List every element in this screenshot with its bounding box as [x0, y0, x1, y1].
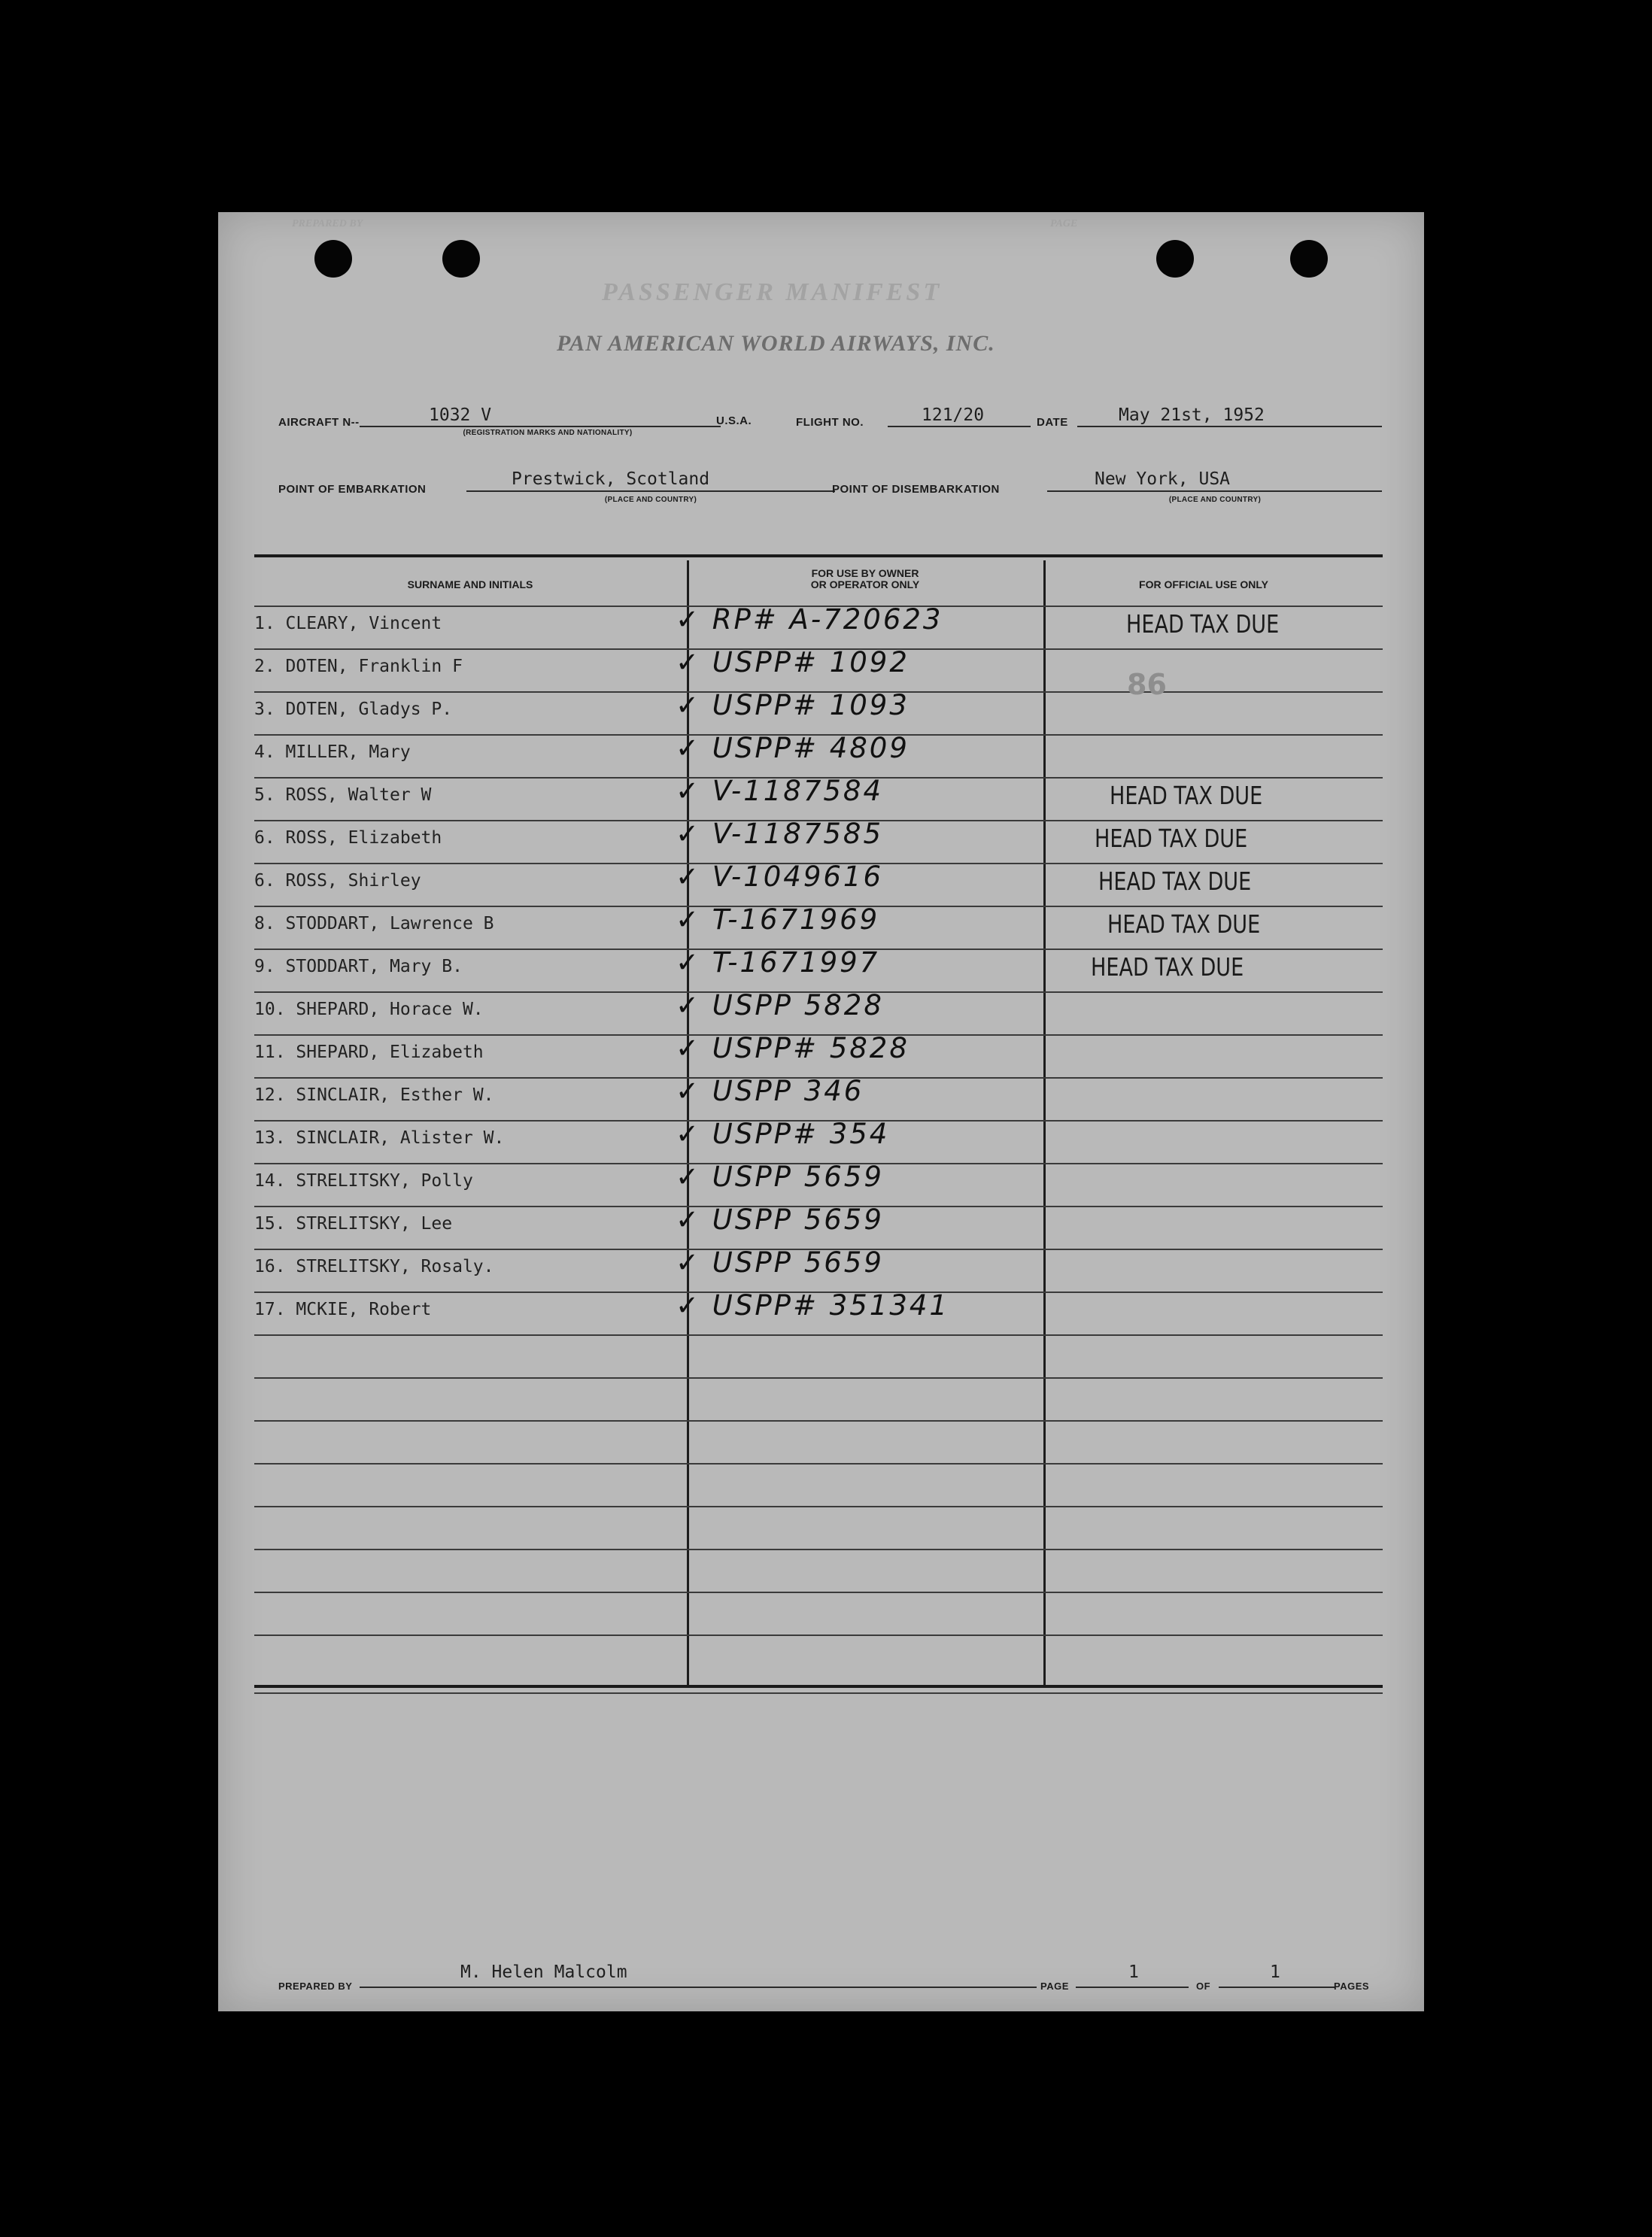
- footer-rule-top: [254, 1685, 1383, 1688]
- official-note: HEAD TAX DUE: [1110, 781, 1263, 810]
- aircraft-underline: [360, 426, 721, 427]
- embarkation-underline: [466, 490, 835, 492]
- column-divider-2: [1043, 560, 1046, 1685]
- table-ruled-line: [254, 1420, 1383, 1422]
- passenger-name: 11. SHEPARD, Elizabeth: [254, 1043, 484, 1062]
- passenger-name: 9. STODDART, Mary B.: [254, 957, 463, 976]
- surname-column-header: SURNAME AND INITIALS: [407, 578, 533, 590]
- disembarkation-underline: [1047, 490, 1382, 492]
- punch-hole: [314, 240, 352, 278]
- embarkation-label: POINT OF EMBARKATION: [278, 483, 427, 496]
- passport-number: ✓ T-1671997: [676, 946, 880, 979]
- passport-number: ✓ USPP# 5828: [676, 1032, 910, 1064]
- passenger-name: 2. DOTEN, Franklin F: [254, 657, 463, 676]
- table-ruled-line: [254, 1334, 1383, 1336]
- flight-no-underline: [888, 426, 1031, 427]
- table-top-rule: [254, 554, 1383, 557]
- passport-number: ✓ V-1187585: [676, 818, 883, 850]
- of-value: 1: [1270, 1962, 1280, 1982]
- passport-number: ✓ USPP# 4809: [676, 732, 910, 764]
- date-value: May 21st, 1952: [1119, 405, 1265, 425]
- passenger-name: 12. SINCLAIR, Esther W.: [254, 1085, 494, 1105]
- page-underline: [1076, 1987, 1189, 1988]
- page-value: 1: [1128, 1962, 1139, 1982]
- disembarkation-value: New York, USA: [1095, 469, 1231, 489]
- owner-column-header-line1: FOR USE BY OWNER: [811, 567, 919, 579]
- prepared-by-underline: [360, 1987, 1037, 1988]
- official-stamp-number: 86: [1127, 668, 1167, 701]
- aircraft-label: AIRCRAFT N--: [278, 416, 360, 429]
- punch-hole: [1290, 240, 1328, 278]
- passenger-name: 15. STRELITSKY, Lee: [254, 1214, 453, 1234]
- usa-label: U.S.A.: [716, 414, 752, 427]
- official-note: HEAD TAX DUE: [1091, 952, 1244, 982]
- passenger-name: 10. SHEPARD, Horace W.: [254, 1000, 484, 1019]
- disembarkation-label: POINT OF DISEMBARKATION: [832, 483, 1000, 496]
- passport-number: ✓ USPP# 1093: [676, 689, 910, 721]
- passenger-name: 16. STRELITSKY, Rosaly.: [254, 1257, 494, 1276]
- pages-label: PAGES: [1334, 1981, 1370, 1992]
- table-ruled-line: [254, 1592, 1383, 1593]
- airline-name: PAN AMERICAN WORLD AIRWAYS, INC.: [557, 331, 995, 356]
- punch-hole: [1156, 240, 1194, 278]
- passenger-name: 17. MCKIE, Robert: [254, 1300, 432, 1319]
- passport-number: ✓ USPP# 354: [676, 1118, 890, 1150]
- official-note: HEAD TAX DUE: [1107, 909, 1261, 939]
- prepared-by-value: M. Helen Malcolm: [460, 1962, 627, 1982]
- passenger-name: 6. ROSS, Shirley: [254, 871, 421, 891]
- aircraft-value: 1032 V: [429, 405, 492, 425]
- passenger-name: 5. ROSS, Walter W: [254, 785, 432, 805]
- table-ruled-line: [254, 1634, 1383, 1636]
- embarkation-sublabel: (PLACE AND COUNTRY): [604, 496, 697, 504]
- date-underline: [1077, 426, 1382, 427]
- passenger-name: 6. ROSS, Elizabeth: [254, 828, 442, 848]
- punch-hole: [442, 240, 480, 278]
- passport-number: ✓ USPP 5659: [676, 1203, 884, 1236]
- faint-page-label: PAGE: [1050, 218, 1078, 229]
- faint-prepared-label: PREPARED BY: [292, 218, 363, 229]
- passport-number: ✓ T-1671969: [676, 903, 880, 936]
- prepared-by-label: PREPARED BY: [278, 1981, 353, 1992]
- passenger-name: 3. DOTEN, Gladys P.: [254, 700, 453, 719]
- official-note: HEAD TAX DUE: [1126, 609, 1280, 639]
- page-label: PAGE: [1040, 1981, 1069, 1992]
- passport-number: ✓ V-1187584: [676, 775, 883, 807]
- embarkation-value: Prestwick, Scotland: [512, 469, 710, 489]
- passport-number: ✓ USPP# 351341: [676, 1289, 949, 1322]
- of-label: OF: [1196, 1981, 1211, 1992]
- official-note: HEAD TAX DUE: [1095, 824, 1248, 853]
- passport-number: ✓ RP# A-720623: [676, 603, 943, 636]
- passport-number: ✓ V-1049616: [676, 861, 883, 893]
- passport-number: ✓ USPP# 1092: [676, 646, 910, 678]
- footer-rule-bottom: [254, 1692, 1383, 1694]
- passport-number: ✓ USPP 5659: [676, 1246, 884, 1279]
- passenger-name: 4. MILLER, Mary: [254, 742, 411, 762]
- owner-column-header-line2: OR OPERATOR ONLY: [810, 578, 920, 590]
- passenger-name: 14. STRELITSKY, Polly: [254, 1171, 473, 1191]
- official-note: HEAD TAX DUE: [1098, 867, 1252, 896]
- aircraft-sublabel: (REGISTRATION MARKS AND NATIONALITY): [463, 429, 633, 437]
- flight-no-value: 121/20: [922, 405, 985, 425]
- manifest-sheet: [218, 212, 1424, 2011]
- table-ruled-line: [254, 1506, 1383, 1507]
- table-ruled-line: [254, 1549, 1383, 1550]
- flight-no-label: FLIGHT NO.: [796, 416, 864, 429]
- date-label: DATE: [1037, 416, 1068, 429]
- passport-number: ✓ USPP 5828: [676, 989, 884, 1021]
- table-ruled-line: [254, 1377, 1383, 1379]
- passport-number: ✓ USPP 346: [676, 1075, 864, 1107]
- table-ruled-line: [254, 1463, 1383, 1465]
- of-underline: [1219, 1987, 1335, 1988]
- passport-number: ✓ USPP 5659: [676, 1161, 884, 1193]
- disembarkation-sublabel: (PLACE AND COUNTRY): [1168, 496, 1262, 504]
- official-column-header: FOR OFFICIAL USE ONLY: [1139, 578, 1268, 590]
- passenger-name: 1. CLEARY, Vincent: [254, 614, 442, 633]
- faint-manifest-title: PASSENGER MANIFEST: [602, 278, 943, 306]
- passenger-name: 8. STODDART, Lawrence B: [254, 914, 494, 933]
- passenger-name: 13. SINCLAIR, Alister W.: [254, 1128, 505, 1148]
